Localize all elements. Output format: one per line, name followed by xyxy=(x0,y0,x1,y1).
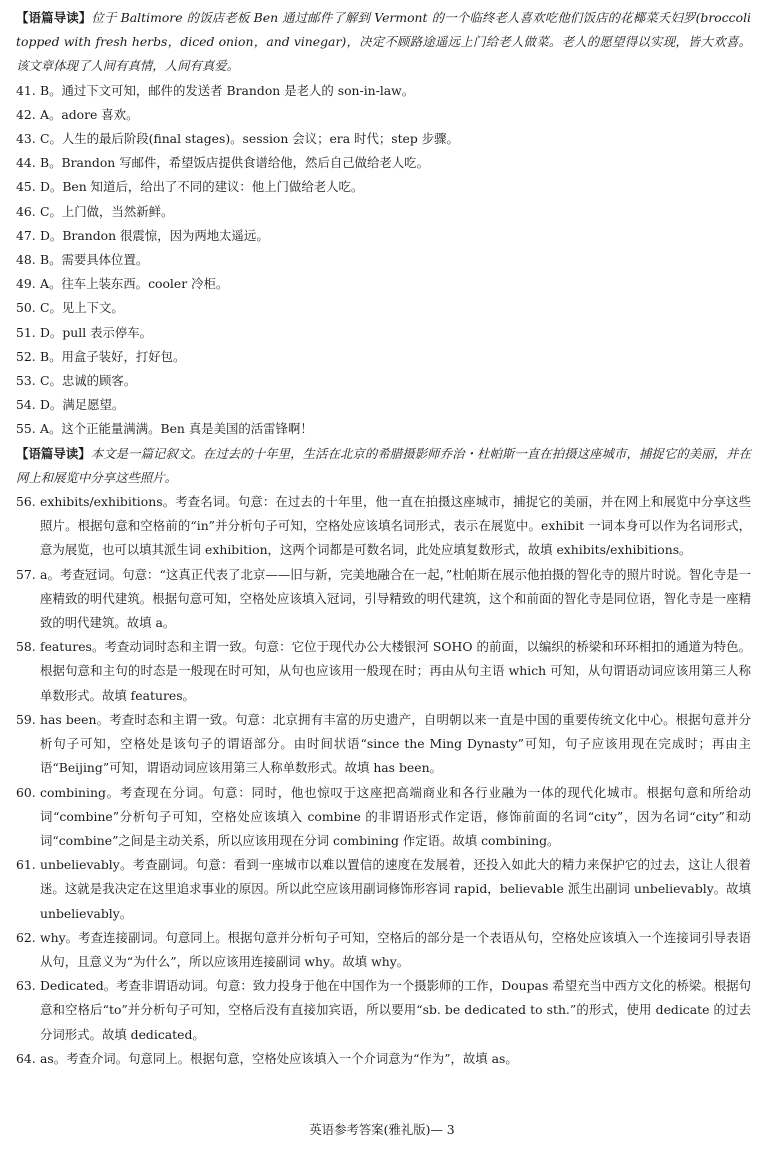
answer-text: A。往车上装东西。cooler 冷柜。 xyxy=(40,276,229,292)
guide-text: 位于 Baltimore 的饭店老板 Ben 通过邮件了解到 Vermont 的一个临终老人喜欢吃他们饭店的花椰菜夭妇罗(broccoli topped with fresh herbs，diced onion，and vinegar)，决定不顾路途遥远上门给老人做菜。老人的愿望得以实现，皆大欢喜。该文章体现了人间有真情，人间有真爱。 xyxy=(16,10,751,74)
answer-item xyxy=(16,200,751,224)
answer-item xyxy=(16,369,751,393)
answer-number: 64. xyxy=(16,1050,36,1066)
answer-item xyxy=(16,781,751,854)
answer-number: 62. xyxy=(16,929,36,945)
answer-text: as。考查介词。句意同上。根据句意，空格处应该填入一个介词意为“作为”，故填 as。 xyxy=(40,1050,518,1066)
answer-item xyxy=(16,490,751,563)
answer-text: combining。考查现在分词。句意：同时，他也惊叹于这座把高端商业和各行业融为一体的现代化城市。根据句意和所给动词“combine”分析句子可知，空格处应该填入 combine 的非谓语形式作定语，修饰前面的名词“city”，因为名词“city”和动词“combine”之间是主动关系，所以应该用现在分词 combining 作定语。故填 combining。 xyxy=(40,784,751,848)
answer-text: unbelievably。考查副词。句意：看到一座城市以难以置信的速度在发展着，还投入如此大的精力来保护它的过去，这让人很着迷。这就是我决定在这里追求事业的原因。所以此空应该用副词修饰形容词 rapid，believable 派生出副词 unbelievably。故填 unbelievably。 xyxy=(40,857,751,921)
answer-item xyxy=(16,853,751,926)
answer-number: 59. xyxy=(16,711,36,727)
answer-item xyxy=(16,563,751,636)
answer-number: 46. xyxy=(16,203,36,219)
answer-number: 47. xyxy=(16,227,36,243)
answer-text: why。考查连接副词。句意同上。根据句意并分析句子可知，空格后的部分是一个表语从句，空格处应该填入一个连接词引导表语从句，且意义为“为什么”，所以应该用连接副词 why。故填 why。 xyxy=(40,929,751,969)
answer-number: 43. xyxy=(16,131,36,147)
answer-item xyxy=(16,345,751,369)
answer-item xyxy=(16,272,751,296)
guide-tag: 【语篇导读】 xyxy=(16,10,92,25)
answer-item xyxy=(16,635,751,708)
answer-number: 41. xyxy=(16,82,36,98)
answer-text: B。用盒子装好，打好包。 xyxy=(40,348,186,364)
answer-item xyxy=(16,175,751,199)
answer-list-2 xyxy=(16,490,751,1071)
answer-item xyxy=(16,248,751,272)
answer-number: 61. xyxy=(16,857,36,873)
answer-text: C。见上下文。 xyxy=(40,300,124,316)
answer-item xyxy=(16,151,751,175)
answer-item xyxy=(16,1047,751,1071)
answer-text: C。上门做，当然新鲜。 xyxy=(40,203,174,219)
answer-number: 54. xyxy=(16,397,36,413)
answer-item xyxy=(16,103,751,127)
answer-text: D。pull 表示停车。 xyxy=(40,324,153,340)
answer-number: 55. xyxy=(16,421,36,437)
answer-list-1 xyxy=(16,79,751,442)
answer-text: A。adore 喜欢。 xyxy=(40,106,139,122)
answer-number: 51. xyxy=(16,324,36,340)
answer-text: D。Ben 知道后，给出了不同的建议：他上门做给老人吃。 xyxy=(40,179,364,195)
answer-text: Dedicated。考查非谓语动词。句意：致力投身于他在中国作为一个摄影师的工作，Doupas 希望充当中西方文化的桥梁。根据句意和空格后“to”并分析句子可知，空格后没有直接加宾语，所以要用“sb. be dedicated to sth.”的形式，使用 dedicate 的过去分词形式。故填 dedicated。 xyxy=(40,978,751,1042)
answer-number: 63. xyxy=(16,978,36,994)
answer-text: A。这个正能量满满。Ben 真是美国的活雷锋啊！ xyxy=(40,421,313,437)
answer-page xyxy=(16,6,751,1071)
answer-number: 52. xyxy=(16,348,36,364)
answer-number: 45. xyxy=(16,179,36,195)
answer-text: a。考查冠词。句意：“这真正代表了北京——旧与新，完美地融合在一起，”杜帕斯在展示他拍摄的智化寺的照片时说。智化寺是一座精致的明代建筑。根据句意可知，空格处应该填入冠词，引导精致的明代建筑，这个和前面的智化寺是同位语，智化寺是一座精致的明代建筑。故填 a。 xyxy=(40,566,751,631)
answer-number: 49. xyxy=(16,276,36,292)
answer-text: C。人生的最后阶段(final stages)。session 会议；era 时代；step 步骤。 xyxy=(40,131,459,147)
answer-text: features。考查动词时态和主谓一致。句意：它位于现代办公大楼银河 SOHO 的前面，以编织的桥梁和环环相扣的通道为特色。根据句意和主句的时态是一般现在时可知，从句也应该用一般现在时；再由从句主语 which 可知，从句谓语动词应该用第三人称单数形式。故填 features。 xyxy=(40,639,751,703)
answer-item xyxy=(16,393,751,417)
answer-text: B。通过下文可知，邮件的发送者 Brandon 是老人的 son-in-law。 xyxy=(40,82,415,98)
answer-text: has been。考查时态和主谓一致。句意：北京拥有丰富的历史遗产，自明朝以来一直是中国的重要传统文化中心。根据句意并分析句子可知，空格处是该句子的谓语部分。由时间状语“since the Ming Dynasty”可知，句子应该用现在完成时；再由主语“Beijing”可知，谓语动词应该用第三人称单数形式。故填 has been。 xyxy=(40,711,751,776)
answer-item xyxy=(16,79,751,103)
answer-text: D。Brandon 很震惊，因为两地太遥远。 xyxy=(40,227,269,243)
answer-item xyxy=(16,224,751,248)
answer-item xyxy=(16,974,751,1047)
answer-number: 53. xyxy=(16,373,36,389)
answer-number: 48. xyxy=(16,252,36,268)
reading-guide-2 xyxy=(16,442,751,490)
answer-text: D。满足愿望。 xyxy=(40,397,125,413)
answer-item xyxy=(16,708,751,781)
guide-tag: 【语篇导读】 xyxy=(16,445,91,461)
answer-text: B。Brandon 写邮件，希望饭店提供食谱给他，然后自己做给老人吃。 xyxy=(40,155,429,171)
answer-item xyxy=(16,926,751,974)
answer-item xyxy=(16,417,751,441)
answer-number: 56. xyxy=(16,494,36,510)
answer-text: B。需要具体位置。 xyxy=(40,252,149,268)
answer-number: 60. xyxy=(16,784,36,800)
reading-guide-1 xyxy=(16,6,751,79)
answer-item xyxy=(16,127,751,151)
answer-number: 50. xyxy=(16,300,36,316)
answer-number: 57. xyxy=(16,566,36,582)
answer-number: 44. xyxy=(16,155,36,171)
page-footer: 英语参考答案(雅礼版)— 3 xyxy=(309,1122,455,1137)
answer-number: 58. xyxy=(16,639,36,655)
answer-text: exhibits/exhibitions。考查名词。句意：在过去的十年里，他一直在拍摄这座城市，捕捉它的美丽，并在网上和展览中分享这些照片。根据句意和空格前的“in”并分析句子可知，空格处应该填名词形式，表示在展览中。exhibit 一词本身可以作为名词形式，意为展览，也可以填其派生词 exhibition，这两个词都是可数名词，此处应填复数形式，故填 exhibits/exhibitions。 xyxy=(40,494,751,558)
answer-text: C。忠诚的顾客。 xyxy=(40,373,137,389)
guide-text: 本文是一篇记叙文。在过去的十年里，生活在北京的希腊摄影师乔治・杜帕斯一直在拍摄这座城市，捕捉它的美丽，并在网上和展览中分享这些照片。 xyxy=(16,445,752,485)
answer-number: 42. xyxy=(16,106,36,122)
answer-item xyxy=(16,296,751,320)
answer-item xyxy=(16,321,751,345)
